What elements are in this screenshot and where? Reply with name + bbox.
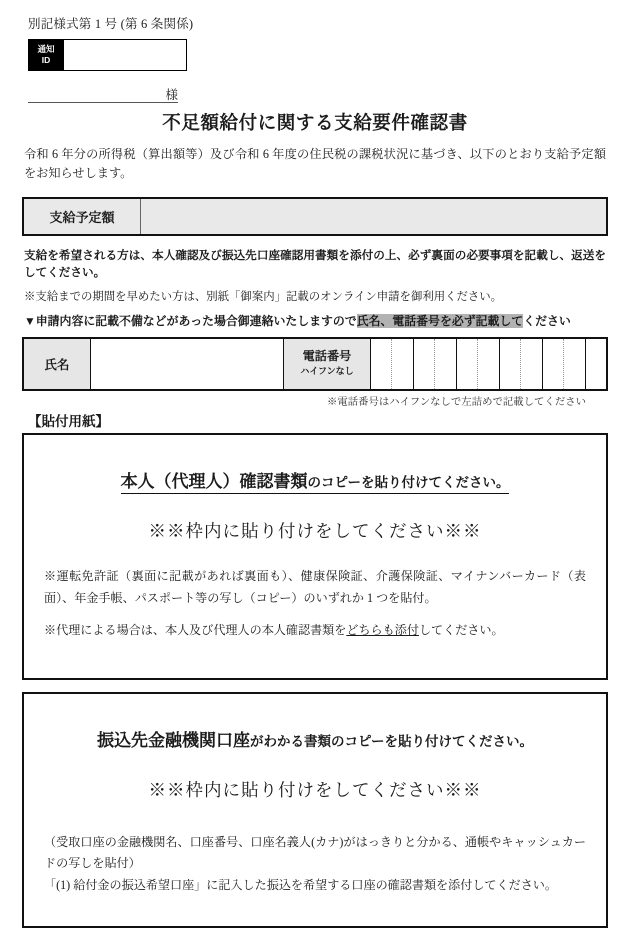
payment-amount-value	[141, 198, 608, 235]
addressee-line[interactable]: 様	[28, 85, 178, 103]
payment-amount-label: 支給予定額	[23, 198, 141, 235]
phone-digit-cell[interactable]	[457, 339, 478, 389]
attachment-section-heading: 【貼付用紙】	[28, 413, 109, 429]
attachment-title-small: のコピーを貼り付けてください。	[307, 474, 510, 490]
notice-id-input[interactable]	[64, 40, 187, 71]
phone-digit-cell[interactable]	[435, 339, 456, 389]
body-line	[44, 875, 586, 897]
body-underlined-text: どちらも添付	[346, 623, 419, 638]
notice-id-table	[28, 39, 187, 71]
attachment-box-bank-body	[44, 832, 586, 897]
name-phone-table	[22, 337, 608, 391]
phone-digit-cell[interactable]	[392, 339, 413, 389]
attachment-box-identity-body	[44, 565, 586, 642]
notice-bold-text: 支給を希望される方は、本人確認及び振込先口座確認用書類を添付の上、必ず裏面の必要事項を記載し、返送をしてください。	[24, 248, 606, 280]
phone-label-main: 電話番号	[302, 349, 352, 364]
table-row	[23, 338, 607, 390]
notice-arrow-prefix: ▼申請内容に記載不備などがあった場合御連絡いたしますので	[24, 313, 357, 328]
notice-arrow-highlight: 氏名、電話番号を必ず記載して	[356, 313, 524, 328]
body-line	[44, 832, 586, 876]
phone-digit-cell[interactable]	[414, 339, 435, 389]
form-number: 別記様式第 1 号 (第 6 条関係)	[28, 17, 194, 31]
table-row	[29, 40, 187, 71]
body-text-suffix: してください。	[418, 623, 504, 638]
phone-digit-cell[interactable]	[500, 339, 521, 389]
intro-paragraph: 令和 6 年分の所得税（算出額等）及び令和 6 年度の住民税の課税状況に基づき、以下のとおり支給予定額をお知らせします。	[24, 147, 606, 180]
attachment-box-identity-title	[40, 467, 590, 492]
attachment-title-big: 振込先金融機関口座	[97, 730, 251, 750]
table-row	[23, 198, 607, 235]
notice-id-label	[29, 40, 64, 71]
attachment-box-bank-subtitle: ※※枠内に貼り付けをしてください※※	[148, 779, 482, 800]
notice-id-label-line2: ID	[41, 55, 51, 65]
page-title: 不足額給付に関する支給要件確認書	[162, 112, 468, 133]
phone-digit-cell[interactable]	[586, 339, 606, 389]
phone-cell-grid	[371, 339, 606, 389]
phone-digit-cell[interactable]	[371, 339, 392, 389]
phone-digit-cell[interactable]	[521, 339, 542, 389]
body-text: （受取口座の金融機関名、口座番号、口座名義人(カナ)がはっきりと分かる、通帳やキャッシュカードの写しを貼付）	[44, 834, 586, 871]
notice-arrow-suffix: ください	[523, 313, 571, 328]
attachment-box-identity[interactable]	[22, 433, 608, 680]
body-text: ※運転免許証（裏面に記載があれば裏面も）、健康保険証、介護保険証、マイナンバーカード（表面）、年金手帳、パスポート等の写し（コピー）のいずれか 1 つを貼付。	[44, 568, 586, 605]
phone-input-cells[interactable]	[371, 338, 608, 390]
attachment-box-bank-title	[40, 726, 590, 751]
payment-amount-table	[22, 197, 608, 236]
phone-digit-cell[interactable]	[564, 339, 585, 389]
notice-id-label-line1: 通知	[37, 44, 55, 55]
name-input[interactable]	[91, 338, 284, 390]
name-label: 氏名	[23, 338, 91, 390]
attachment-box-bank-account[interactable]	[22, 692, 608, 928]
notice-contact-requirement	[24, 313, 606, 331]
notice-online-application: ※支給までの期間を早めたい方は、別紙「御案内」記載のオンライン申請を御利用ください。	[24, 290, 503, 303]
phone-label	[284, 338, 371, 390]
body-text: 「(1) 給付金の振込希望口座」に記入した振込を希望する口座の確認書類を添付してください。	[44, 878, 557, 893]
attachment-title-small: がわかる書類のコピーを貼り付けてください。	[250, 733, 533, 749]
phone-digit-cell[interactable]	[478, 339, 499, 389]
body-line	[44, 565, 586, 610]
attachment-box-identity-subtitle: ※※枠内に貼り付けをしてください※※	[148, 520, 482, 541]
phone-label-sub: ハイフンなし	[300, 366, 354, 377]
phone-digit-cell[interactable]	[543, 339, 564, 389]
phone-format-note: ※電話番号はハイフンなしで左詰めで記載してください	[326, 396, 586, 408]
body-line	[44, 619, 586, 641]
attachment-title-big: 本人（代理人）確認書類	[120, 471, 308, 491]
body-text: ※代理による場合は、本人及び代理人の本人確認書類を	[44, 623, 347, 638]
